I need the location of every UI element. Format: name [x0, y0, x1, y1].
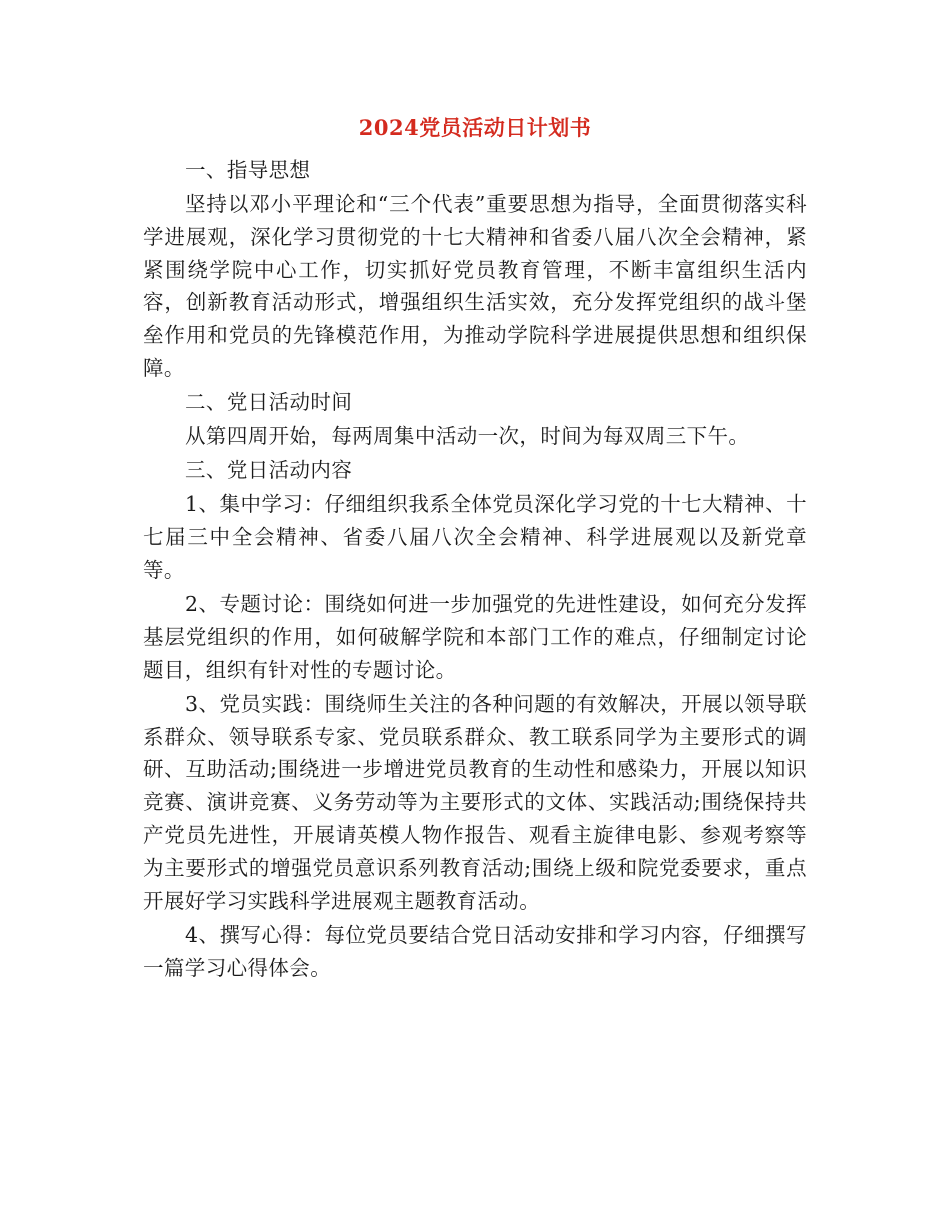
document-title: 2024党员活动日计划书	[358, 115, 592, 140]
section-heading-guiding-ideology: 一、指导思想	[185, 158, 311, 182]
section-heading-activity-content: 三、党日活动内容	[185, 458, 353, 483]
paragraph-item-topic-discussion: 2、专题讨论：围绕如何进一步加强党的先进性建设，如何充分发挥基层党组织的作用，如何破解学院和本部门工作的难点，仔细制定讨论题目，组织有针对性的专题讨论。	[143, 592, 807, 682]
paragraph-guiding-ideology: 坚持以邓小平理论和“三个代表”重要思想为指导，全面贯彻落实科学进展观，深化学习贯彻党的十七大精神和省委八届八次全会精神，紧紧围绕学院中心工作，切实抓好党员教育管理，不断丰富组织生活内容，创新教育活动形式，增强组织生活实效，充分发挥党组织的战斗堡垒作用和党员的先锋模范作用，为推动学院科学进展提供思想和组织保障。	[143, 192, 807, 381]
document-page	[143, 108, 807, 986]
paragraph-item-write-reflections: 4、撰写心得：每位党员要结合党日活动安排和学习内容，仔细撰写一篇学习心得体会。	[143, 922, 807, 980]
paragraph-item-member-practice: 3、党员实践：围绕师生关注的各种问题的有效解决，开展以领导联系群众、领导联系专家、党员联系群众、教工联系同学为主要形式的调研、互助活动;围绕进一步增进党员教育的生动性和感染力，开展以知识竞赛、演讲竞赛、义务劳动等为主要形式的文体、实践活动;围绕保持共产党员先进性，开展请英模人物作报告、观看主旋律电影、参观考察等为主要形式的增强党员意识系列教育活动;围绕上级和院党委要求，重点开展好学习实践科学进展观主题教育活动。	[143, 691, 807, 913]
paragraph-activity-time: 从第四周开始，每两周集中活动一次，时间为每双周三下午。	[185, 424, 750, 449]
section-heading-activity-time: 二、党日活动时间	[185, 390, 353, 415]
paragraph-item-concentrated-study: 1、集中学习：仔细组织我系全体党员深化学习党的十七大精神、十七届三中全会精神、省委八届八次全会精神、科学进展观以及新党章等。	[143, 492, 807, 583]
